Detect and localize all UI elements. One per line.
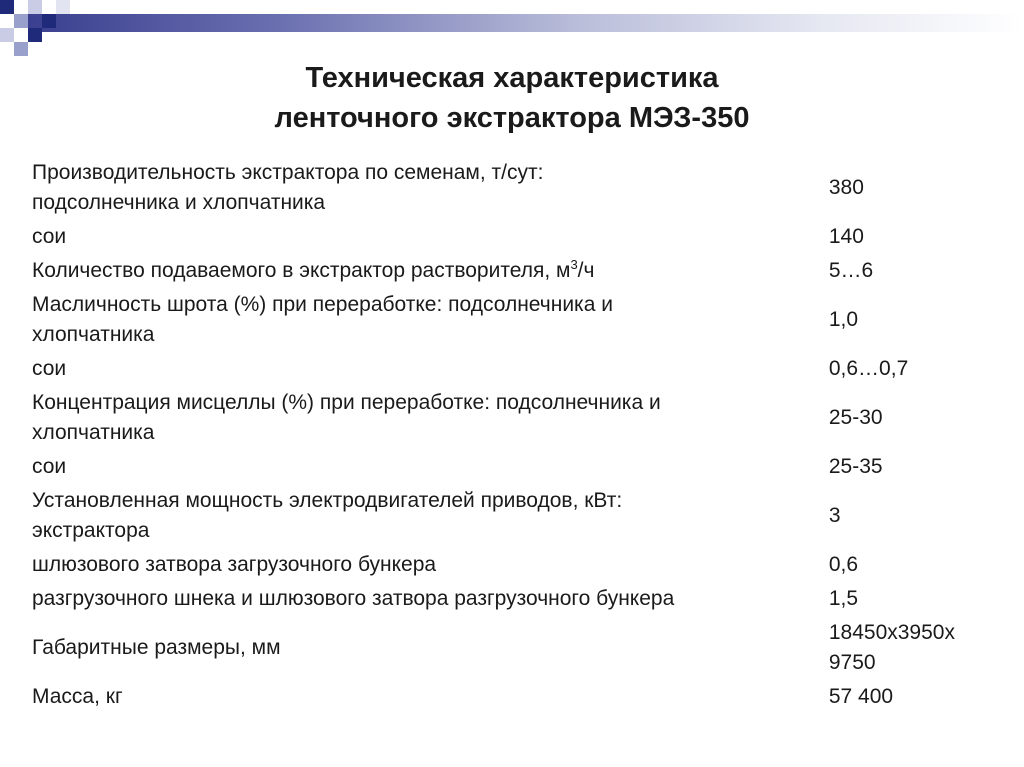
value-text: 5…6 (828, 259, 874, 282)
value-text: 25-30 (828, 406, 883, 429)
table-row (26, 548, 1006, 582)
value-text: 18450х3950х 9750 (828, 621, 955, 674)
value-text: 140 (828, 225, 864, 248)
value-cell (823, 616, 1006, 680)
decor-square-2 (14, 14, 28, 28)
unit-superscript: 3 (570, 257, 578, 272)
value-cell (823, 220, 1006, 254)
param-cell (26, 288, 823, 352)
value-text: 1,5 (828, 587, 859, 610)
value-cell (823, 156, 1006, 220)
table-row (26, 254, 1006, 288)
value-cell (823, 254, 1006, 288)
param-text: Количество подаваемого в экстрактор растворителя, м (32, 259, 571, 282)
value-cell (823, 484, 1006, 548)
value-text: 380 (828, 176, 864, 199)
header-gradient-band (28, 14, 1024, 32)
table-row (26, 582, 1006, 616)
value-cell (823, 352, 1006, 386)
slide-decoration (0, 0, 1024, 60)
param-cell (26, 484, 823, 548)
param-text: Масса, кг (32, 685, 123, 708)
value-text: 1,0 (828, 308, 859, 331)
value-text: 3 (828, 504, 841, 527)
param-text: Производительность экстрактора по семенам, т/сут: подсолнечника и хлопчатника (32, 161, 544, 214)
page-title (0, 58, 1024, 138)
table-row (26, 386, 1006, 450)
decor-square-4 (0, 28, 14, 42)
table-row (26, 288, 1006, 352)
value-text: 0,6 (828, 553, 859, 576)
value-cell (823, 582, 1006, 616)
value-cell (823, 450, 1006, 484)
value-cell (823, 288, 1006, 352)
param-text: сои (32, 455, 67, 478)
param-text: разгрузочного шнека и шлюзового затвора разгрузочного бункера (32, 587, 675, 610)
table-row (26, 156, 1006, 220)
table-row (26, 450, 1006, 484)
param-cell (26, 352, 823, 386)
param-cell (26, 220, 823, 254)
value-cell (823, 680, 1006, 714)
value-cell (823, 548, 1006, 582)
decor-square-6 (42, 14, 56, 28)
value-text: 0,6…0,7 (828, 357, 909, 380)
param-text: Габаритные размеры, мм (32, 636, 281, 659)
value-cell (823, 386, 1006, 450)
value-text: 57 400 (828, 685, 894, 708)
param-text: Масличность шрота (%) при переработке: подсолнечника и хлопчатника (32, 293, 613, 346)
decor-square-8 (56, 0, 70, 14)
param-cell (26, 616, 823, 680)
param-cell (26, 386, 823, 450)
param-cell (26, 450, 823, 484)
param-cell (26, 582, 823, 616)
spec-table (26, 156, 1006, 714)
decor-square-5 (28, 28, 42, 42)
param-cell (26, 254, 823, 288)
page-title-line-1: Техническая характеристика (305, 62, 719, 94)
decor-square-1 (0, 0, 14, 14)
param-cell (26, 680, 823, 714)
table-row (26, 352, 1006, 386)
table-row (26, 484, 1006, 548)
param-text: сои (32, 357, 67, 380)
param-text: сои (32, 225, 67, 248)
param-text-suffix: /ч (577, 259, 595, 282)
table-row (26, 680, 1006, 714)
table-row (26, 616, 1006, 680)
decor-square-7 (14, 42, 28, 56)
table-row (26, 220, 1006, 254)
param-text: Установленная мощность электродвигателей приводов, кВт: экстрактора (32, 489, 623, 542)
value-text: 25-35 (828, 455, 883, 478)
param-cell (26, 156, 823, 220)
param-cell (26, 548, 823, 582)
page-title-line-2: ленточного экстрактора МЭЗ-350 (274, 102, 750, 134)
param-text: Концентрация мисцеллы (%) при переработке: подсолнечника и хлопчатника (32, 391, 661, 444)
param-text: шлюзового затвора загрузочного бункера (32, 553, 437, 576)
decor-square-3 (28, 0, 42, 14)
